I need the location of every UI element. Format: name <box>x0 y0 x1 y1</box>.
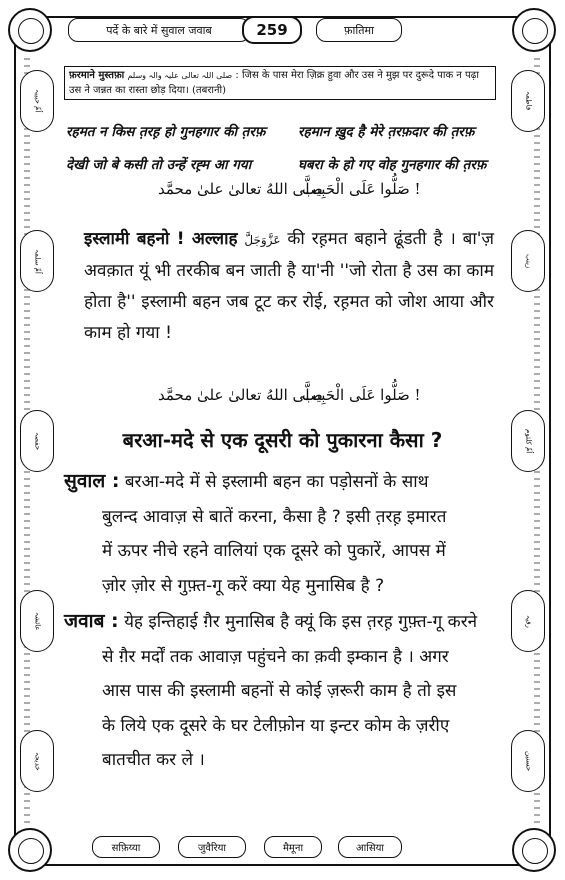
medallion-left-2: اُمِّ سلمہ <box>20 230 54 292</box>
answer-line-3: आस पास की इस्लामी बहनों से कोई ज़रूरी काम है तो इस <box>102 681 457 701</box>
salawat-call-2: صَلُّوا عَلَی الْحَبِیب ! <box>302 386 421 404</box>
hadith-prefix: फ़रमाने मुस्तफ़ा <box>69 70 125 81</box>
answer-line-2: से ग़ैर मर्दों तक आवाज़ पहुंचने का क़वी इम्कान है । अगर <box>102 646 449 667</box>
medallion-left-1: اُمِّ حبیبہ <box>20 70 54 132</box>
question-line-2: बुलन्द आवाज़ से बातें करना, कैसा है ? इसी त़रह़ इमारत <box>102 506 447 527</box>
verse-line1-right: रहमान ख़ुद है मेरे त़रफ़दार की त़रफ़ <box>298 124 475 140</box>
footer-name-4: आसिया <box>338 836 402 858</box>
azza-wajal: عَزَّوَجَلَّ <box>244 233 281 247</box>
verse-line2-left: देखी जो बे कसी तो उन्हें रह़्म आ गया <box>66 157 252 173</box>
hadith-box <box>64 66 496 100</box>
corner-ornament-bottom-right <box>512 828 556 872</box>
question-label: सुवाल : <box>64 470 120 492</box>
salawat-response-2: صلَّی اللهُ تعالیٰ علیٰ محمَّد <box>158 386 323 404</box>
answer-block <box>64 604 496 778</box>
paragraph-text: की रह़मत बहाने ढूंडती है । बा'ज़ अवक़ात यूं भी तरकीब बन जाती है या'नी ''जो रोता है उस का काम होता है'' इस्लामी बहन जब टूट कर रोई, रह़मत को जोश आया और काम हो गया ! <box>84 229 495 343</box>
medallion-right-5: حسنین <box>511 730 545 792</box>
book-name: फ़ातिमा <box>316 18 402 42</box>
corner-ornament-top-right <box>512 8 556 52</box>
salawat-call-1: صَلُّوا عَلَی الْحَبِیب ! <box>302 180 421 198</box>
answer-line-5: बातचीत कर ले । <box>102 750 205 770</box>
question-line-3: में ऊपर नीचे रहने वालियां एक दूसरे को पुकारें, आपस में <box>102 541 446 561</box>
chapter-title: पर्दे के बारे में सुवाल जवाब <box>68 18 250 42</box>
answer-line-4: के लिये एक दूसरे के घर टेलीफ़ोन या इन्टर कोम के ज़रीए <box>102 715 450 736</box>
intro-paragraph <box>84 224 494 349</box>
medallion-left-3: حفصہ <box>20 410 54 472</box>
question-line-4: ज़ोर ज़ोर से गुफ़्त-गू करें क्या येह मुनासिब है ? <box>102 575 385 596</box>
paragraph-lead: इस्लामी बहनो ! अल्लाह <box>84 229 238 249</box>
section-heading: बरआ-मदे से एक दूसरी को पुकारना कैसा ? <box>122 428 443 452</box>
verse-line2-right: घबरा के हो गए वोह गुनहगार की त़रफ़ <box>298 157 487 173</box>
question-line-1: बरआ-मदे में से इस्लामी बहन का पड़ोसनों के साथ <box>124 472 429 492</box>
medallion-right-3: اُمِّ کلثوم <box>511 410 545 472</box>
medallion-right-1: فاطمہ <box>511 70 545 132</box>
footer-name-3: मैमूना <box>264 836 322 858</box>
hadith-text: : जिस के पास मेरा ज़िक्र हुवा और उस ने मुझ पर दुरूदे पाक न पढ़ा उस ने जन्नत का रास्ता छोड़ दिया। (तबरानी) <box>69 70 479 96</box>
medallion-left-5: خدیجہ <box>20 730 54 792</box>
verse-line1-left: रहमत न किस त़रह़ हो गुनहगार की त़रफ़ <box>66 124 266 140</box>
answer-line-1: येह इन्तिहाई ग़ैर मुनासिब है क्यूं कि इस त़रह़ गुफ़्त-गू करने <box>124 612 478 632</box>
salawat-response-1: صلَّی اللهُ تعالیٰ علیٰ محمَّد <box>158 180 323 198</box>
hadith-honorific: صلی اللہ تعالی علیہ والہ وسلم <box>127 71 233 80</box>
footer-name-1: सफ़िय्या <box>92 836 160 858</box>
footer-name-2: जुवैरिया <box>178 836 246 858</box>
question-block <box>64 464 496 603</box>
medallion-right-2: زینب <box>511 230 545 292</box>
medallion-right-4: رقیہ <box>511 590 545 652</box>
page-number: 259 <box>242 16 302 44</box>
answer-label: जवाब : <box>64 610 119 632</box>
corner-ornament-bottom-left <box>8 828 52 872</box>
corner-ornament-top-left <box>8 8 52 52</box>
medallion-left-4: عائشہ <box>20 590 54 652</box>
